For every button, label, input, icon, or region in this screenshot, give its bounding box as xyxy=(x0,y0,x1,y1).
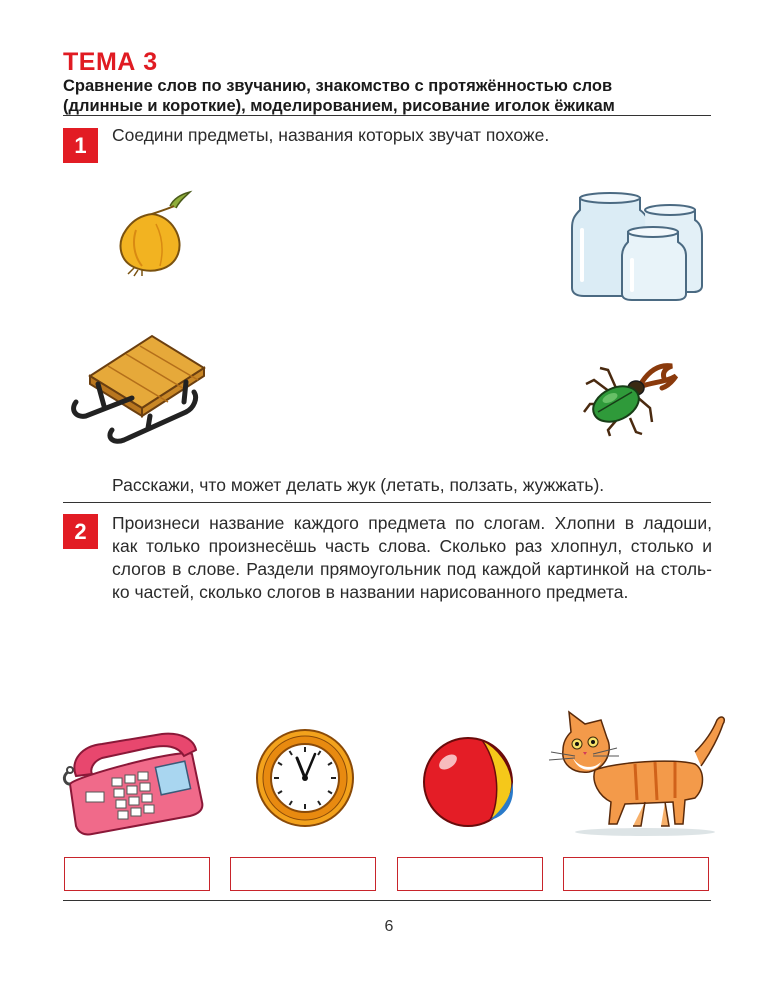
theme-title: ТЕМА 3 xyxy=(63,48,158,76)
onion-picture xyxy=(112,188,197,278)
theme-subtitle xyxy=(63,76,713,116)
subtitle-line-2: (длинные и короткие), моделированием, рисование иголок ёжикам xyxy=(63,97,615,115)
task-2-line-2: как только произнесёшь часть слова. Сколько раз хлопнул, столько и xyxy=(112,536,712,556)
beetle-picture xyxy=(580,352,685,437)
syllable-box-cat[interactable] xyxy=(563,857,709,891)
syllable-box-clock[interactable] xyxy=(230,857,376,891)
task-divider xyxy=(63,502,711,503)
subtitle-line-1: Сравнение слов по звучанию, знакомство с протяжённостью слов xyxy=(63,77,613,95)
task-2-line-4: ко частей, сколько слогов в названии нарисованного предмета. xyxy=(112,582,629,602)
task-1-followup: Расскажи, что может делать жук (летать, ползать, жужжать). xyxy=(112,475,605,495)
task-2-line-3: слогов в слове. Раздели прямоугольник под каждой картинкой на столь- xyxy=(112,559,712,579)
syllable-box-ball[interactable] xyxy=(397,857,543,891)
telephone-picture xyxy=(62,726,207,836)
cat-picture xyxy=(545,712,730,837)
footer-divider xyxy=(63,900,711,901)
task-1-number-badge: 1 xyxy=(63,128,98,163)
task-2-number-badge: 2 xyxy=(63,514,98,549)
task-2-instruction xyxy=(112,512,712,604)
page-number: 6 xyxy=(384,918,394,935)
jars-picture xyxy=(570,190,705,300)
header-divider xyxy=(63,115,711,116)
clock-picture xyxy=(255,728,355,828)
sled-picture xyxy=(68,332,208,442)
task-1-instruction: Соедини предметы, названия которых звучат похоже. xyxy=(112,125,550,145)
ball-picture xyxy=(420,736,516,828)
syllable-box-telephone[interactable] xyxy=(64,857,210,891)
task-2-line-1: Произнеси название каждого предмета по слогам. Хлопни в ладоши, xyxy=(112,513,712,533)
